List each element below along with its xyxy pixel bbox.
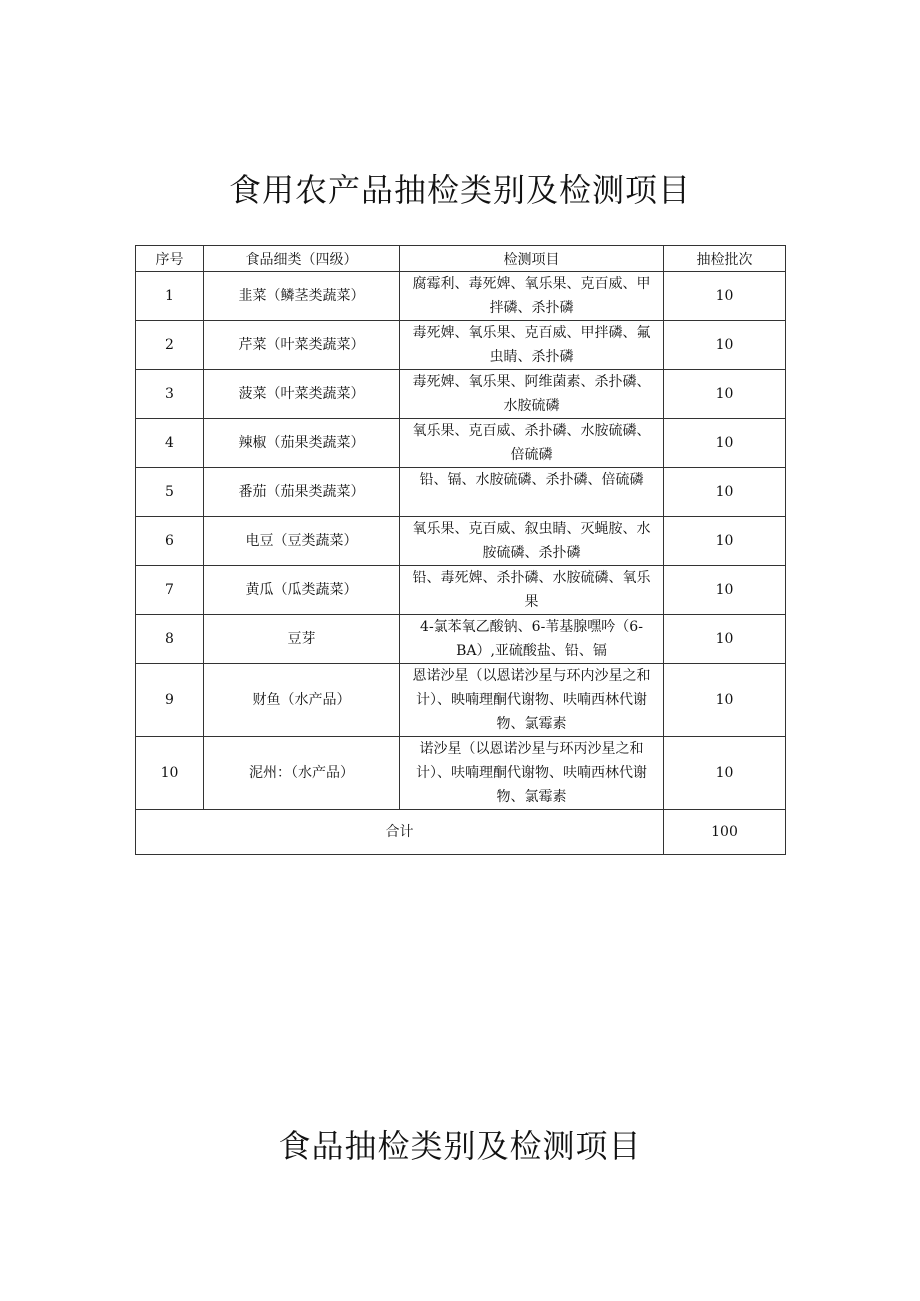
cell-batches: 10 [664, 272, 786, 321]
cell-test-items: 毒死婢、氧乐果、克百威、甲拌磷、氟虫睛、杀扑磷 [400, 321, 664, 370]
header-food-category: 食品细类（四级） [204, 246, 400, 272]
cell-test-items: 毒死婢、氧乐果、阿维菌素、杀扑磷、水胺硫磷 [400, 370, 664, 419]
cell-serial-no: 2 [136, 321, 204, 370]
inspection-table [135, 245, 786, 855]
cell-serial-no: 6 [136, 517, 204, 566]
cell-serial-no: 10 [136, 737, 204, 810]
cell-serial-no: 4 [136, 419, 204, 468]
section-title: 食品抽检类别及检测项目 [278, 1127, 642, 1165]
table-row [136, 370, 786, 419]
cell-category: 泥州：（水产品） [204, 737, 400, 810]
table-row [136, 468, 786, 517]
header-serial-no: 序号 [136, 246, 204, 272]
table-row [136, 517, 786, 566]
total-row [136, 810, 786, 855]
cell-batches: 10 [664, 468, 786, 517]
table-row [136, 566, 786, 615]
cell-category: 番茄（茄果类蔬菜） [204, 468, 400, 517]
cell-category: 财鱼（水产品） [204, 664, 400, 737]
cell-serial-no: 1 [136, 272, 204, 321]
cell-batches: 10 [664, 664, 786, 737]
cell-batches: 10 [664, 566, 786, 615]
cell-test-items: 铅、毒死婢、杀扑磷、水胺硫磷、氧乐果 [400, 566, 664, 615]
total-label: 合计 [136, 810, 664, 855]
cell-category: 韭菜（鳞茎类蔬菜） [204, 272, 400, 321]
table-row [136, 321, 786, 370]
cell-test-items: 腐霉利、毒死婢、氧乐果、克百威、甲拌磷、杀扑磷 [400, 272, 664, 321]
cell-category: 辣椒（茄果类蔬菜） [204, 419, 400, 468]
page-title: 食用农产品抽检类别及检测项目 [228, 171, 691, 209]
cell-test-items: 恩诺沙星（以恩诺沙星与环内沙星之和计）、映喃理酮代谢物、呋喃西林代谢物、氯霉素 [400, 664, 664, 737]
header-batch-count: 抽检批次 [664, 246, 786, 272]
cell-batches: 10 [664, 321, 786, 370]
cell-serial-no: 7 [136, 566, 204, 615]
cell-batches: 10 [664, 737, 786, 810]
cell-category: 芹菜（叶菜类蔬菜） [204, 321, 400, 370]
table-header-row [136, 246, 786, 272]
cell-serial-no: 3 [136, 370, 204, 419]
cell-category: 菠菜（叶菜类蔬菜） [204, 370, 400, 419]
cell-batches: 10 [664, 419, 786, 468]
cell-serial-no: 5 [136, 468, 204, 517]
cell-test-items: 4-氯苯氧乙酸钠、6-苇基腺嘿吟（6-BA）,亚硫酸盐、铅、镉 [400, 615, 664, 664]
cell-category: 豆芽 [204, 615, 400, 664]
table-row [136, 419, 786, 468]
cell-serial-no: 8 [136, 615, 204, 664]
table-row [136, 737, 786, 810]
cell-test-items: 诺沙星（以恩诺沙星与环丙沙星之和计）、呋喃理酮代谢物、呋喃西林代谢物、氯霉素 [400, 737, 664, 810]
cell-batches: 10 [664, 517, 786, 566]
header-test-items: 检测项目 [400, 246, 664, 272]
table-row [136, 615, 786, 664]
table-row [136, 272, 786, 321]
cell-batches: 10 [664, 370, 786, 419]
cell-category: 电豆（豆类蔬菜） [204, 517, 400, 566]
cell-test-items: 氧乐果、克百威、杀扑磷、水胺硫磷、倍硫磷 [400, 419, 664, 468]
cell-test-items: 铅、镉、水胺硫磷、杀扑磷、倍硫磷 [400, 468, 664, 517]
cell-serial-no: 9 [136, 664, 204, 737]
cell-test-items: 氧乐果、克百威、叙虫睛、灭蝇胺、水胺硫磷、杀扑磷 [400, 517, 664, 566]
table-row [136, 664, 786, 737]
cell-category: 黄瓜（瓜类蔬菜） [204, 566, 400, 615]
cell-batches: 10 [664, 615, 786, 664]
total-value: 100 [664, 810, 786, 855]
